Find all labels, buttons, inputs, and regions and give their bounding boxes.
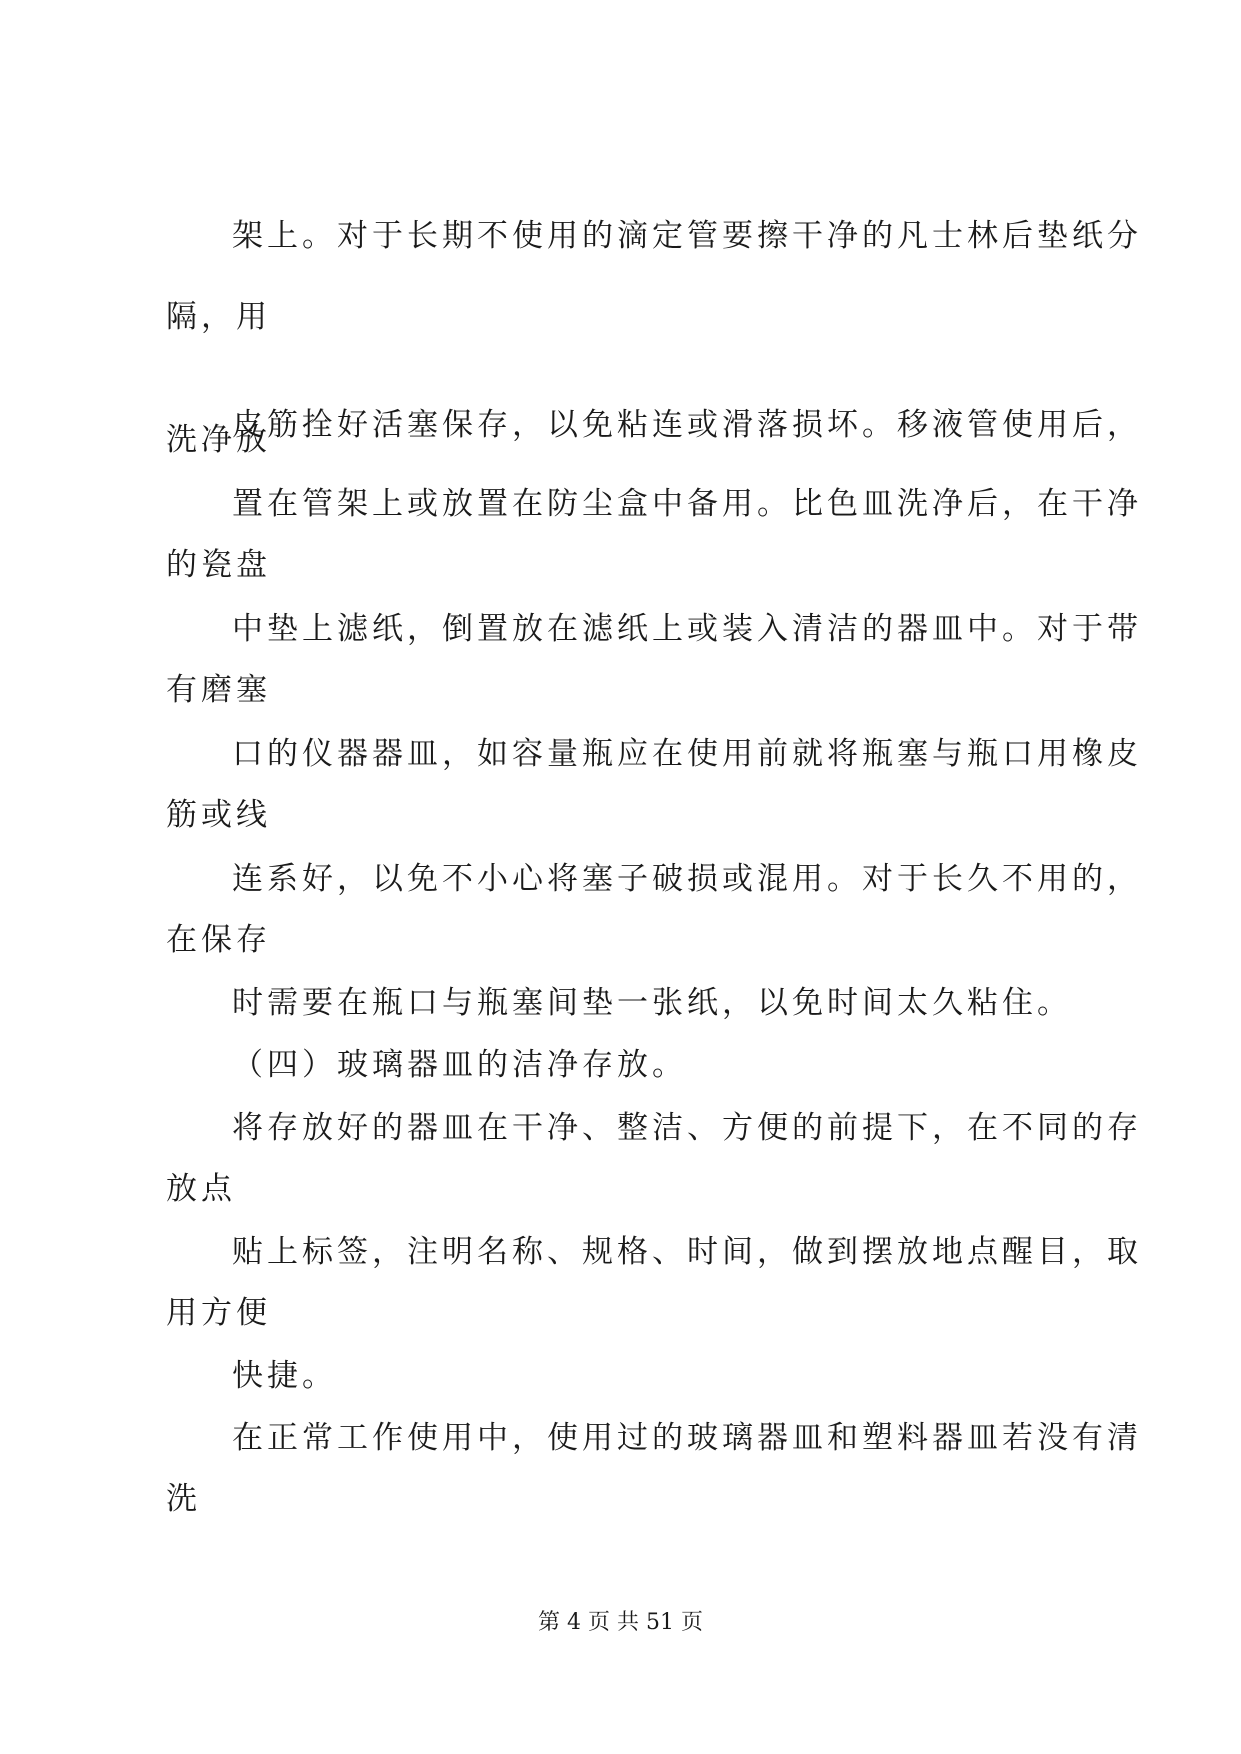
text-line: 贴上标签，注明名称、规格、时间，做到摆放地点醒目，取: [232, 1234, 1142, 1270]
text-line: 口的仪器器皿，如容量瓶应在使用前就将瓶塞与瓶口用橡皮: [232, 736, 1142, 772]
text-line: （四）玻璃器皿的洁净存放。: [232, 1047, 687, 1083]
text-line: 快捷。: [232, 1358, 337, 1394]
text-line: 中垫上滤纸，倒置放在滤纸上或装入清洁的器皿中。对于带: [232, 611, 1142, 647]
text-line: 连系好，以免不小心将塞子破损或混用。对于长久不用的，: [232, 861, 1142, 897]
text-line: 的瓷盘: [166, 547, 271, 583]
text-line: 时需要在瓶口与瓶塞间垫一张纸，以免时间太久粘住。: [232, 985, 1072, 1021]
text-line: 将存放好的器皿在干净、整洁、方便的前提下，在不同的存: [232, 1110, 1142, 1146]
text-line: 筋或线: [166, 797, 271, 833]
text-line: 有磨塞: [166, 672, 271, 708]
text-line: 皮筋拴好活塞保存，以免粘连或滑落损坏。移液管使用后，: [232, 407, 1142, 443]
text-line: 放点: [166, 1171, 236, 1207]
text-line: 置在管架上或放置在防尘盒中备用。比色皿洗净后，在干净: [232, 486, 1142, 522]
text-line: 在正常工作使用中，使用过的玻璃器皿和塑料器皿若没有清: [232, 1420, 1142, 1456]
text-line: 洗: [166, 1481, 201, 1517]
text-line: 隔，用: [166, 299, 271, 335]
page-number-footer: 第 4 页 共 51 页: [538, 1610, 703, 1635]
text-line: 在保存: [166, 922, 271, 958]
text-line: 洗净放: [166, 422, 271, 458]
text-line: 架上。对于长期不使用的滴定管要擦干净的凡士林后垫纸分: [232, 218, 1142, 254]
text-line: 用方便: [166, 1295, 271, 1331]
